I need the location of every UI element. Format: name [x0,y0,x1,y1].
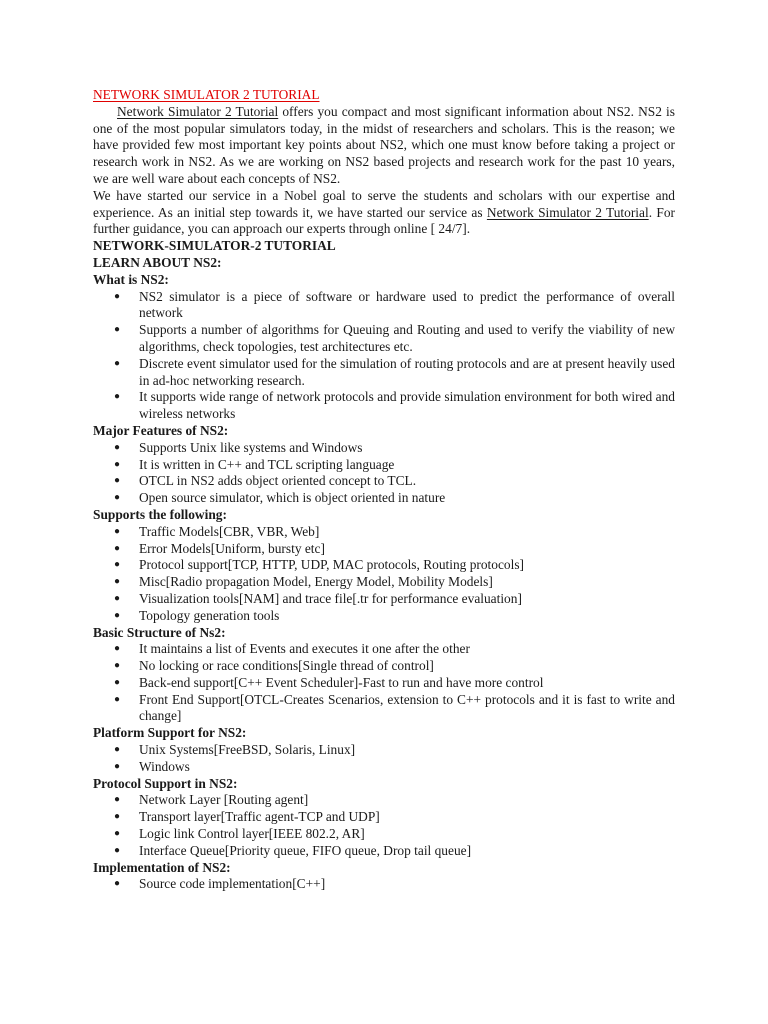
intro-paragraph [93,104,675,188]
section-heading: Major Features of NS2: [93,422,229,438]
list-item [93,809,675,826]
list-item-text: Unix Systems[FreeBSD, Solaris, Linux] [139,742,356,758]
list-item-text: Transport layer[Traffic agent-TCP and UDP] [139,809,380,825]
intro-link[interactable]: Network Simulator 2 Tutorial [117,103,279,119]
learn-heading: LEARN ABOUT NS2: [93,254,222,270]
bullet-icon: ● [114,559,121,571]
list-item-text: Windows [139,758,190,774]
list-item [93,322,675,356]
section-supports-following [93,507,675,625]
bullet-icon: ● [114,357,121,369]
bullet-icon: ● [114,492,121,504]
main-heading: NETWORK-SIMULATOR-2 TUTORIAL [93,238,336,254]
section-what-is-ns2 [93,272,675,423]
bullet-icon: ● [114,844,121,856]
bullet-list [93,641,675,725]
bullet-icon: ● [114,525,121,537]
list-item [93,792,675,809]
list-item [93,759,675,776]
list-item-text: Logic link Control layer[IEEE 802.2, AR] [139,826,365,842]
section-heading: Implementation of NS2: [93,859,231,875]
list-item-text: Source code implementation[C++] [139,876,326,892]
list-item [93,440,675,457]
list-item-text: Discrete event simulator used for the simulation of routing protocols and are at present heavily used in ad-hoc networking research. [139,355,675,388]
list-item [93,742,675,759]
list-item-text: Supports a number of algorithms for Queuing and Routing and used to verify the viability of new algorithms, check topologies, test architectures etc. [139,322,675,354]
list-item [93,356,675,390]
list-item-text: Open source simulator, which is object oriented in nature [139,490,446,506]
list-item [93,876,675,893]
bullet-icon: ● [114,609,121,621]
list-item-text: Error Models[Uniform, bursty etc] [139,540,325,556]
bullet-icon: ● [114,592,121,604]
list-item [93,541,675,558]
intro-text: offers you compact and most significant information about NS2. NS2 is one of the most popular simulators today, in the midst of researchers and scholars. This is the reason; we have provided few most important key points about NS2, which one must know before taking a project or research work in NS2. As we are working on NS2 based projects and research work for the past 10 years, we are well ware about each concepts of NS2. [93,103,675,186]
bullet-icon: ● [114,760,121,772]
list-item [93,490,675,507]
list-item-text: Topology generation tools [139,607,280,623]
section-basic-structure [93,625,675,726]
list-item [93,826,675,843]
section-heading: Basic Structure of Ns2: [93,624,226,640]
bullet-icon: ● [114,794,121,806]
list-item-text: Back-end support[C++ Event Scheduler]-Fast to run and have more control [139,674,544,690]
bullet-icon: ● [114,324,121,336]
section-heading: What is NS2: [93,271,169,287]
list-item [93,574,675,591]
list-item-text: It maintains a list of Events and executes it one after the other [139,641,470,657]
bullet-icon: ● [114,693,121,705]
bullet-icon: ● [114,290,121,302]
list-item [93,524,675,541]
document-page [93,87,675,893]
list-item-text: It is written in C++ and TCL scripting language [139,456,395,472]
list-item-text: No locking or race conditions[Single thread of control] [139,658,434,674]
bullet-icon: ● [114,660,121,672]
bullet-list [93,876,675,893]
section-heading: Supports the following: [93,506,227,522]
list-item [93,843,675,860]
list-item-text: Misc[Radio propagation Model, Energy Model, Mobility Models] [139,574,493,590]
list-item-text: Protocol support[TCP, HTTP, UDP, MAC protocols, Routing protocols] [139,557,524,573]
list-item-text: Network Layer [Routing agent] [139,792,309,808]
list-item-text: Front End Support[OTCL-Creates Scenarios, extension to C++ protocols and it is fast to write and change] [139,691,675,724]
page-title: NETWORK SIMULATOR 2 TUTORIAL [93,87,320,102]
list-item [93,473,675,490]
bullet-list [93,792,675,859]
bullet-icon: ● [114,811,121,823]
list-item [93,692,675,726]
list-item-text: Interface Queue[Priority queue, FIFO queue, Drop tail queue] [139,842,472,858]
bullet-icon: ● [114,744,121,756]
list-item-text: Supports Unix like systems and Windows [139,439,363,455]
list-item-text: OTCL in NS2 adds object oriented concept to TCL. [139,473,417,489]
list-item-text: It supports wide range of network protocols and provide simulation environment for both wired and wireless networks [139,389,675,422]
bullet-icon: ● [114,676,121,688]
list-item [93,675,675,692]
list-item-text: NS2 simulator is a piece of software or hardware used to predict the performance of overall network [139,288,675,321]
service-paragraph [93,188,675,238]
bullet-icon: ● [114,878,121,890]
list-item-text: Traffic Models[CBR, VBR, Web] [139,523,320,539]
section-platform-support [93,725,675,775]
section-major-features [93,423,675,507]
service-text-before: We have started our service in a Nobel goal to serve the students and scholars with our expertise and experience. As an initial step towards it, we have started our service as [93,187,675,220]
list-item [93,658,675,675]
list-item-text: Visualization tools[NAM] and trace file[.tr for performance evaluation] [139,590,522,606]
bullet-list [93,440,675,507]
bullet-icon: ● [114,391,121,403]
bullet-icon: ● [114,441,121,453]
bullet-icon: ● [114,643,121,655]
list-item [93,557,675,574]
section-heading: Platform Support for NS2: [93,725,247,741]
bullet-icon: ● [114,458,121,470]
service-text-after: . For further guidance, you can approach our experts through online [ 24/7]. [93,204,675,237]
bullet-icon: ● [114,828,121,840]
bullet-list [93,289,675,423]
bullet-icon: ● [114,542,121,554]
service-link[interactable]: Network Simulator 2 Tutorial [486,204,649,220]
section-implementation [93,860,675,894]
list-item [93,457,675,474]
section-heading: Protocol Support in NS2: [93,775,238,791]
list-item [93,608,675,625]
list-item [93,289,675,323]
section-protocol-support [93,776,675,860]
bullet-icon: ● [114,576,121,588]
bullet-icon: ● [114,475,121,487]
bullet-list [93,524,675,625]
list-item [93,591,675,608]
list-item [93,641,675,658]
bullet-list [93,742,675,776]
list-item [93,389,675,423]
